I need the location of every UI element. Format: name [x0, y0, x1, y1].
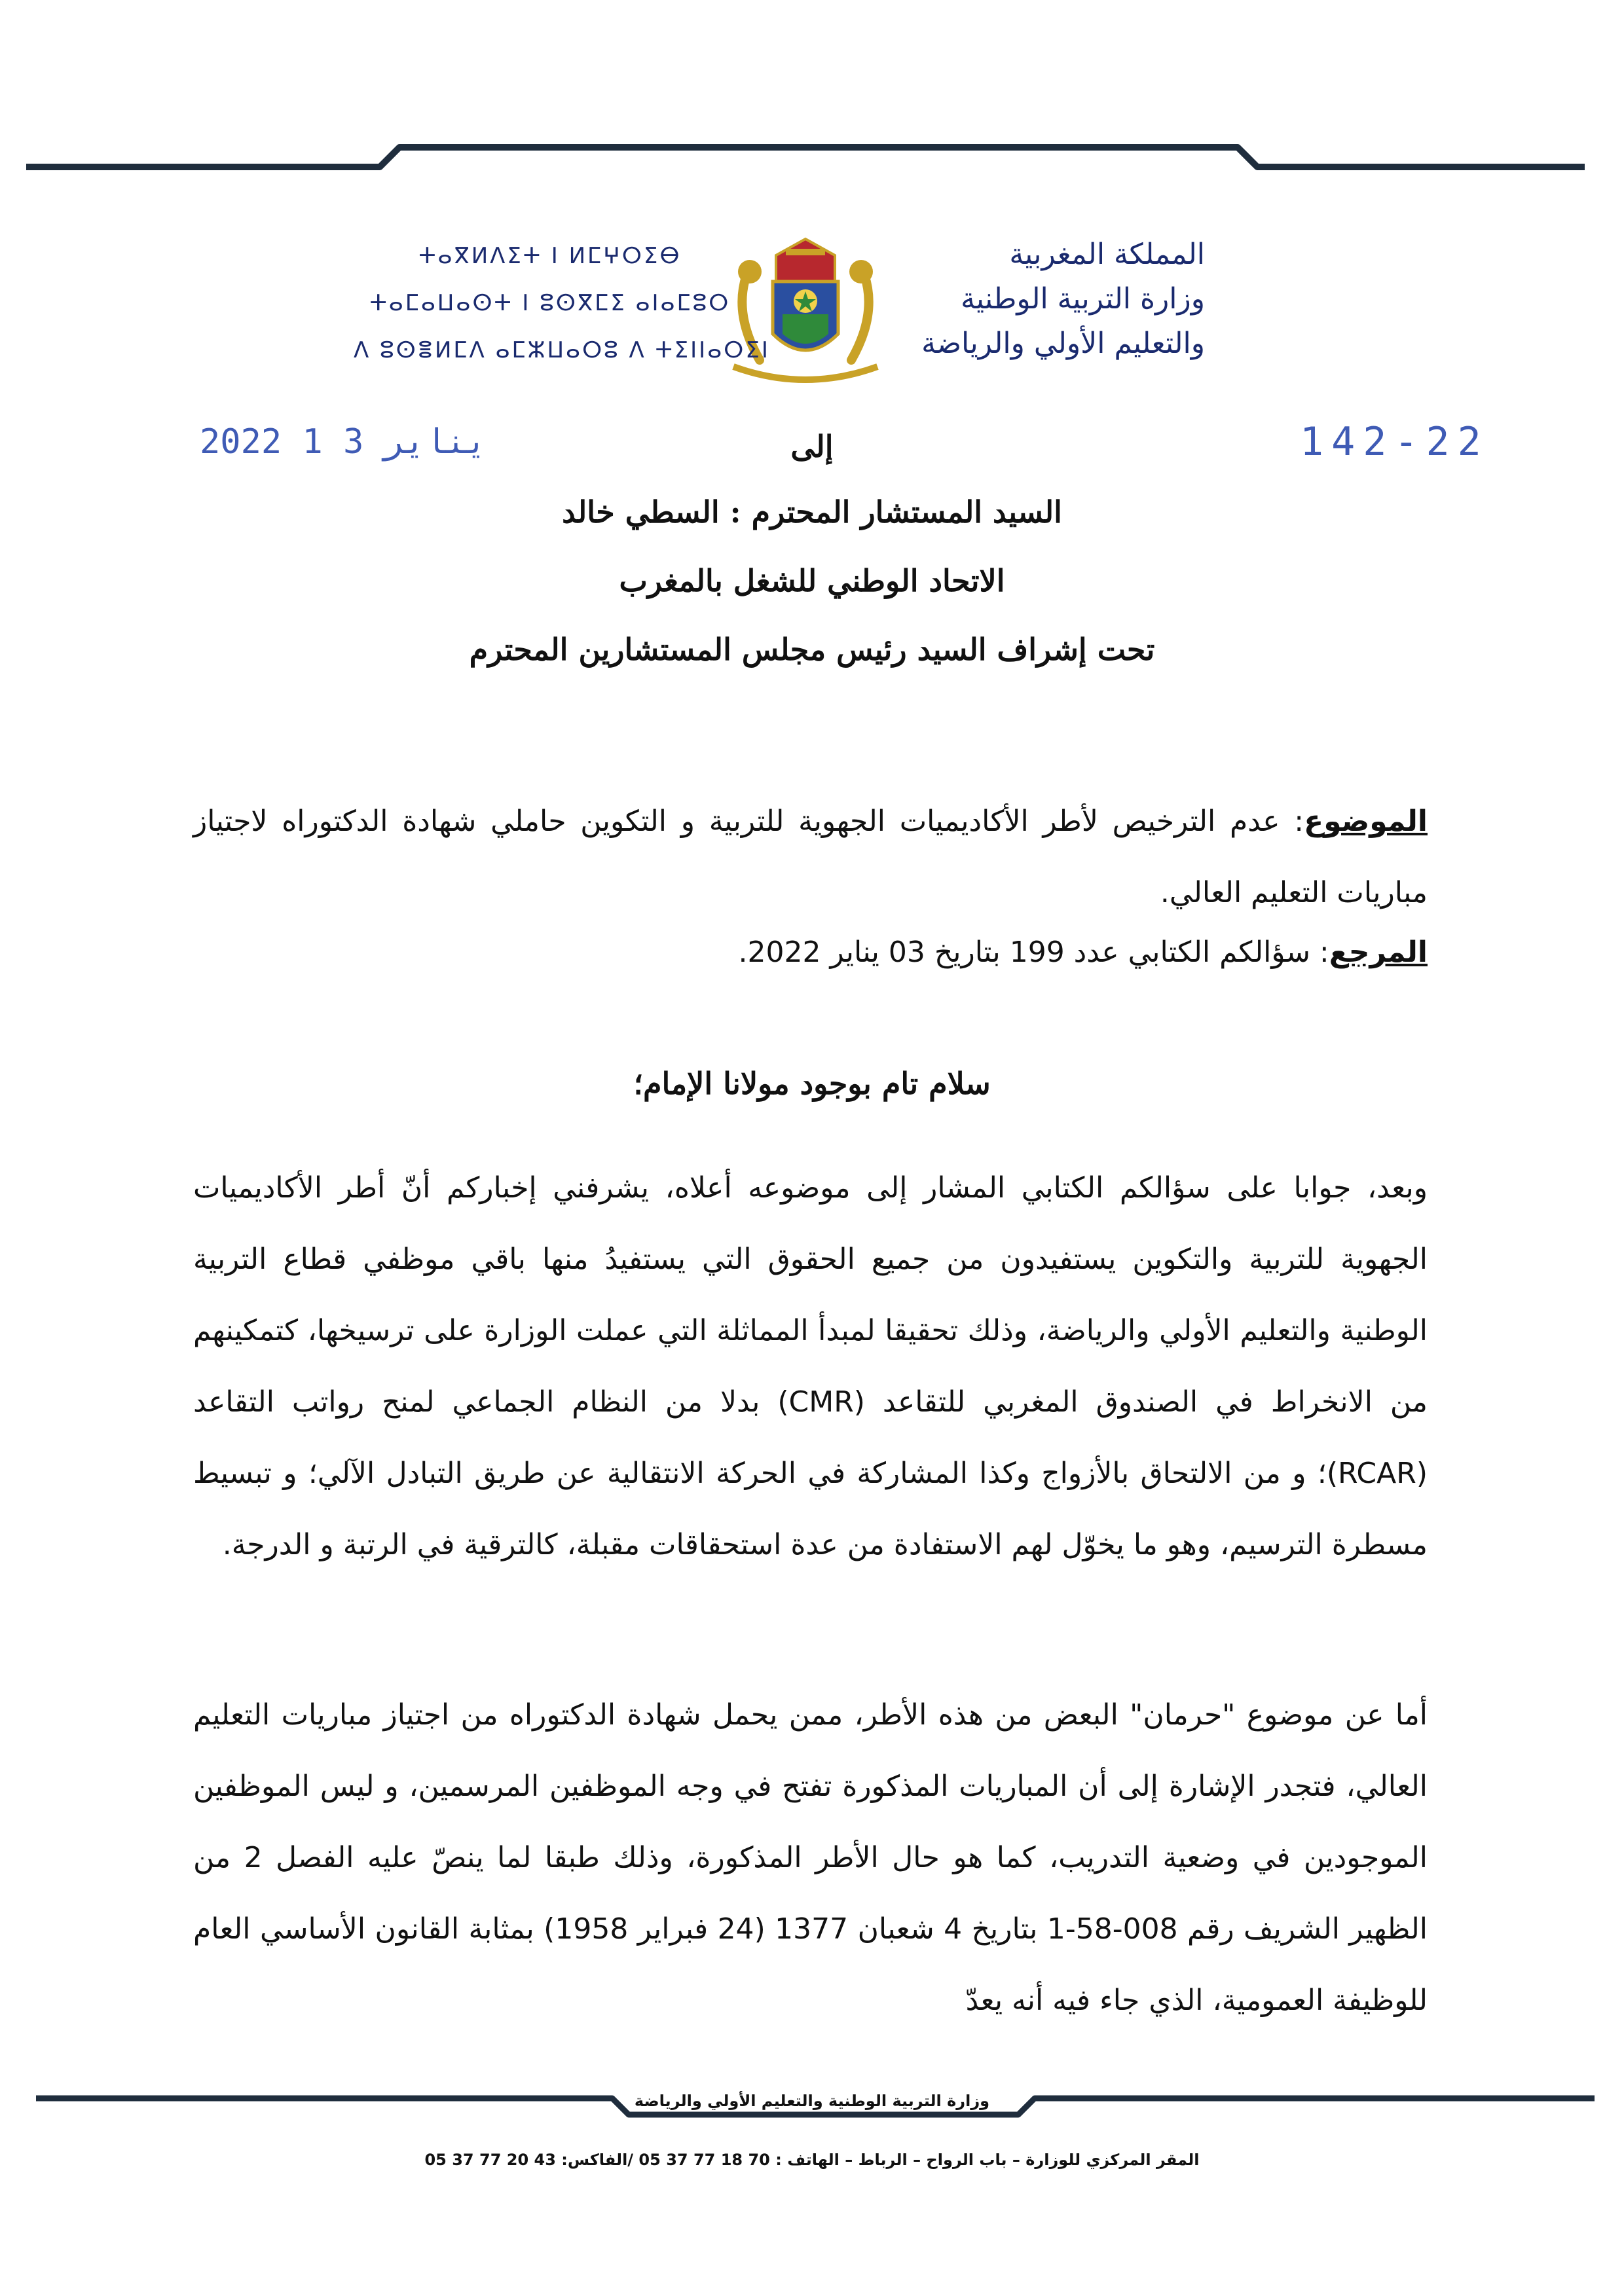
subject-text: : عدم الترخيص لأطر الأكاديميات الجهوية للتربية و التكوين حاملي شهادة الدكتوراه لاجتياز مباريات التعليم العالي.: [193, 805, 1428, 909]
footer-ministry: وزارة التربية الوطنية والتعليم الأولي والرياضة: [634, 2092, 990, 2110]
ministry-header-tifinagh: [354, 232, 770, 374]
subject-label: الموضوع: [1304, 805, 1428, 838]
reference-number-stamp: 142-22: [1300, 419, 1489, 465]
header-rule: [26, 134, 1585, 180]
kingdom-name-tifinagh: ⵜⴰⴳⵍⴷⵉⵜ ⵏ ⵍⵎⵖⵔⵉⴱ: [418, 243, 682, 269]
ministry-name-tifinagh-line1: ⵜⴰⵎⴰⵡⴰⵙⵜ ⵏ ⵓⵙⴳⵎⵉ ⴰⵏⴰⵎⵓⵔ: [369, 290, 731, 316]
ministry-name-line1: وزارة التربية الوطنية: [961, 282, 1205, 316]
recipient-line3: تحت إشراف السيد رئيس مجلس المستشارين المحترم: [469, 632, 1155, 667]
ministry-name-tifinagh-line2: ⴷ ⵓⵙⴻⵍⵎⴷ ⴰⵎⵣⵡⴰⵔⵓ ⴷ ⵜⵉⵏⵏⴰⵔⵉⵏ: [354, 337, 770, 363]
recipient-line2: الاتحاد الوطني للشغل بالمغرب: [619, 563, 1005, 598]
ministry-name-line2: والتعليم الأولي والرياضة: [921, 327, 1205, 360]
subject-block: [193, 786, 1428, 928]
recipient-to: إلى: [790, 429, 834, 464]
salutation: سلام تام بوجود مولانا الإمام؛: [633, 1066, 991, 1101]
body-paragraph-2: أما عن موضوع "حرمان" البعض من هذه الأطر، ممن يحمل شهادة الدكتوراه من اجتياز مباريات التعليم العالي، فتجدر الإشارة إلى أن المباريات المذكورة تفتح في وجه الموظفين المرسمين، و ليس الموظفين الموجودين في وضعية التدريب، كما هو حال الأطر المذكورة، وذلك طبقا لما ينصّ عليه الفصل 2 من الظهير الشريف رقم 008-58-1 بتاريخ 4 شعبان 1377 (24 فبراير 1958) بمثابة القانون الأساسي العام للوظيفة العمومية، الذي جاء فيه أنه يعدّ: [193, 1698, 1428, 2017]
recipient-line1: السيد المستشار المحترم : السطي خالد: [562, 494, 1062, 530]
reference-text: : سؤالكم الكتابي عدد 199 بتاريخ 03 يناير 2022.: [738, 936, 1329, 969]
ministry-header-arabic: [864, 232, 1205, 366]
kingdom-name: المملكة المغربية: [1009, 238, 1205, 271]
body-paragraph-1: وبعد، جوابا على سؤالكم الكتابي المشار إلى موضوعه أعلاه، يشرفني إخباركم أنّ أطر الأكاديميات الجهوية للتربية والتكوين يستفيدون من جميع الحقوق التي يستفيدُ منها باقي موظفي قطاع التربية الوطنية والتعليم الأولي والرياضة، وذلك تحقيقا لمبدأ المماثلة التي عملت الوزارة على ترسيخها، كتمكينهم من الانخراط في الصندوق المغربي للتقاعد (CMR) بدلا من النظام الجماعي لمنح رواتب التقاعد (RCAR)؛ و من الالتحاق بالأزواج وكذا المشاركة في الحركة الانتقالية عن طريق التبادل الآلي؛ و تبسيط مسطرة الترسيم، وهو ما يخوّل لهم الاستفادة من عدة استحقاقات مقبلة، كالترقية في الرتبة و الدرجة.: [193, 1171, 1428, 1561]
footer-address: المقر المركزي للوزارة – باب الرواح – الرباط – الهاتف : 70 18 77 37 05 /الفاكس: 43 20 77 37 05: [424, 2151, 1200, 2169]
date-stamp: 2022 يناير 3 1: [200, 422, 487, 462]
reference-label: المرجع: [1329, 936, 1428, 969]
reference-block: [193, 917, 1428, 988]
